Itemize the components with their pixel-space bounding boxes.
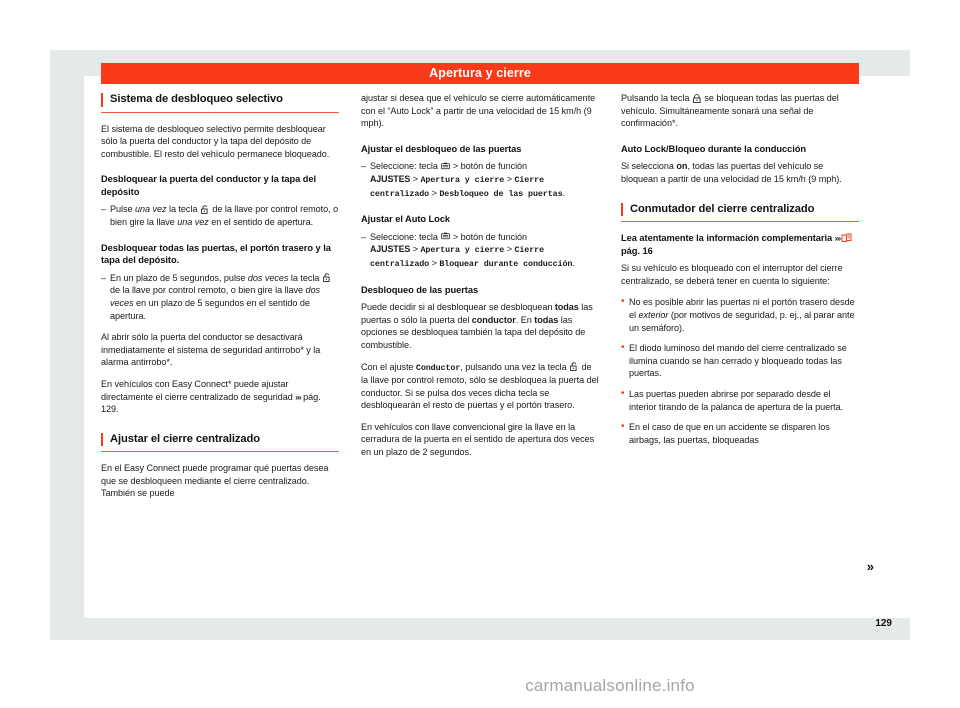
subheading-ajustar-auto-lock: Ajustar el Auto Lock bbox=[361, 214, 451, 225]
paragraph-selecciona-on bbox=[621, 160, 859, 185]
emphasis-una-vez-2: una vez bbox=[177, 217, 209, 228]
text-segment: de la llave por control remoto, o bien gire la llave bbox=[110, 204, 339, 228]
text-segment: de la llave por control remoto, sólo se desbloquea la puerta del conductor. Si se pulsa dos veces dicha tecla se desbloquearán el resto de puertas y el portón trasero. bbox=[361, 361, 599, 411]
emphasis-dos-veces: dos veces bbox=[247, 272, 289, 283]
text-segment: se bloquean todas las puertas del vehículo. Simultáneamente sonará una señal de confirmación*. bbox=[621, 93, 839, 129]
list-item: • El diodo luminoso del mando del cierre centralizado se ilumina cuando se han cerrado y bloqueado todas las puertas. bbox=[621, 342, 859, 380]
text-segment: Puede decidir si al desbloquear se desbloquean bbox=[361, 302, 555, 313]
text-segment: Si selecciona bbox=[621, 161, 677, 172]
list-item: – Seleccione: tecla > botón de función AJUSTES > Apertura y cierre > Cierre centralizado > Bloquear durante conducción. bbox=[361, 231, 599, 271]
text-segment: Pulsando la tecla bbox=[621, 93, 692, 103]
text-segment: Con el ajuste bbox=[361, 361, 416, 372]
list-item: – Seleccione: tecla > botón de función AJUSTES > Apertura y cierre > Cierre centralizado > Desbloqueo de las puertas. bbox=[361, 160, 599, 200]
path-separator: > bbox=[431, 187, 437, 198]
section-heading-sistema-desbloqueo-selectivo: Sistema de desbloqueo selectivo bbox=[101, 92, 339, 113]
emphasis-una-vez: una vez bbox=[134, 204, 167, 215]
continuation-arrow-icon: » bbox=[866, 559, 873, 574]
menu-path-desbloqueo-puertas: Desbloqueo de las puertas bbox=[439, 188, 563, 199]
menu-path-cierre-centralizado: Cierre centralizado bbox=[370, 174, 545, 199]
path-separator: > bbox=[506, 244, 512, 255]
header-title: Apertura y cierre bbox=[429, 66, 531, 80]
note-info-complementaria bbox=[621, 232, 859, 257]
bold-conductor: conductor bbox=[471, 314, 516, 325]
watermark bbox=[0, 676, 960, 696]
reference-chevrons: ››› bbox=[834, 233, 841, 244]
bold-todas: todas bbox=[554, 302, 579, 313]
text-segment: En vehículos con Easy Connect* puede ajustar directamente el cierre centralizado de seguridad bbox=[101, 379, 296, 402]
watermark-text: carmanualsonline.info bbox=[525, 676, 695, 695]
menu-path-apertura-cierre: Apertura y cierre bbox=[420, 245, 505, 256]
text-segment: Seleccione: tecla bbox=[370, 231, 441, 242]
list-item: • Las puertas pueden abrirse por separado desde el interior tirando de la palanca de apertura de la puerta. bbox=[621, 388, 859, 413]
text-segment: Lea atentamente la información complementaria bbox=[621, 233, 835, 244]
section-heading-ajustar-cierre-centralizado: Ajustar el cierre centralizado bbox=[101, 432, 339, 453]
text-segment: en un plazo de 5 segundos en el sentido de apertura. bbox=[110, 298, 310, 321]
text-segment: Pulse bbox=[110, 204, 135, 215]
section-heading-conmutador-cierre-centralizado: Conmutador del cierre centralizado bbox=[621, 202, 859, 223]
reference-page: pág. 16 bbox=[621, 245, 653, 256]
dash-list-1 bbox=[101, 203, 339, 228]
text-segment: las puertas o sólo la puerta del bbox=[361, 302, 593, 325]
text-segment: No es posible abrir las puertas ni el portón trasero desde el bbox=[629, 297, 855, 321]
paragraph-intro: El sistema de desbloqueo selectivo permite desbloquear sólo la puerta del conductor y la tapa del depósito de combustible. El resto del vehículo permanece bloqueado. bbox=[101, 123, 330, 159]
text-segment: , pulsando una vez la tecla bbox=[460, 361, 570, 372]
paragraph-llave-convencional: En vehículos con llave convencional gire la llave en la cerradura de la puerta en el sentido de apertura dos veces en un plazo de 2 segundos. bbox=[361, 421, 595, 458]
text-segment: la tecla bbox=[288, 272, 322, 283]
subheading-desbloquear-todas-puertas: Desbloquear todas las puertas, el portón trasero y la tapa del depósito. bbox=[101, 242, 331, 266]
menu-key-icon bbox=[441, 232, 449, 241]
text-segment: > botón de función bbox=[450, 231, 528, 242]
bullet-list-notes bbox=[621, 296, 859, 446]
subheading-auto-lock-bloqueo-conduccion: Auto Lock/Bloqueo durante la conducción bbox=[621, 143, 807, 154]
text-segment: (por motivos de seguridad, p. ej., al parar ante un semáforo). bbox=[629, 310, 855, 333]
menu-path-apertura-cierre: Apertura y cierre bbox=[420, 174, 505, 185]
path-separator: > bbox=[506, 173, 512, 184]
paragraph-antirrobo: Al abrir sólo la puerta del conductor se desactivará inmediatamente el sistema de seguridad antirrobo* y la alarma antirrobo*. bbox=[101, 332, 321, 368]
reference-page: pág. 129. bbox=[101, 391, 321, 415]
lock-key-icon bbox=[693, 94, 701, 103]
list-item bbox=[101, 203, 339, 228]
unlock-key-icon bbox=[201, 205, 209, 214]
running-header bbox=[101, 63, 859, 84]
paragraph-decidir-desbloqueo bbox=[361, 301, 599, 351]
list-item: • En el caso de que en un accidente se disparen los airbags, las puertas, bloqueadas bbox=[621, 421, 859, 446]
text-segment: en el sentido de apertura. bbox=[208, 217, 314, 228]
bold-todas-2: todas bbox=[534, 314, 559, 325]
column-left bbox=[101, 92, 339, 612]
menu-path-cierre-centralizado: Cierre centralizado bbox=[370, 245, 545, 269]
text-segment: > botón de función bbox=[450, 161, 528, 172]
emphasis-dos-veces-2: dos veces bbox=[110, 285, 321, 309]
text-segment: la tecla bbox=[166, 204, 200, 215]
list-item bbox=[101, 272, 339, 322]
menu-path-ajustes: AJUSTES bbox=[370, 173, 411, 184]
page-number: 129 bbox=[875, 618, 892, 629]
menu-path-bloquear-durante-conduccion: Bloquear durante conducción bbox=[439, 258, 573, 269]
path-separator: > bbox=[431, 257, 437, 268]
subheading-desbloquear-puerta-conductor: Desbloquear la puerta del conductor y la tapa del depósito bbox=[101, 174, 317, 197]
paragraph-pulsando-tecla bbox=[621, 92, 859, 130]
text-segment: las opciones se desbloquea también la tapa del depósito de combustible. bbox=[361, 314, 586, 350]
paragraph-easy-connect-programar: En el Easy Connect puede programar qué puertas desea que se desbloqueen mediante el cierre centralizado. También se puede bbox=[101, 463, 329, 499]
text-segment: de la llave por control remoto, o bien gire la llave bbox=[110, 285, 306, 296]
text-segment: En un plazo de 5 segundos, pulse bbox=[110, 272, 248, 283]
text-segment: Seleccione: tecla bbox=[370, 161, 441, 172]
unlock-key-icon bbox=[323, 273, 331, 282]
paragraph-interruptor-cierre: Si su vehículo es bloqueado con el interruptor del cierre centralizado, se deberá tener en cuenta lo siguiente: bbox=[621, 263, 843, 286]
bold-on: on bbox=[676, 161, 688, 172]
reference-book-icon bbox=[841, 233, 852, 243]
path-separator: > bbox=[412, 244, 418, 255]
dash-list-3 bbox=[361, 160, 599, 200]
text-segment: , todas las puertas del vehículo se bloquean a partir de una velocidad de 15 km/h (9 mph). bbox=[621, 161, 842, 184]
emphasis-exterior: exterior bbox=[638, 310, 669, 321]
column-right bbox=[621, 92, 873, 612]
subheading-desbloqueo-puertas: Desbloqueo de las puertas bbox=[361, 284, 479, 295]
paragraph-ajuste-conductor bbox=[361, 361, 599, 412]
dash-list-2 bbox=[101, 272, 339, 322]
text-segment: . En bbox=[515, 314, 535, 325]
paragraph-easy-connect bbox=[101, 378, 339, 416]
dash-list-4 bbox=[361, 231, 599, 271]
unlock-key-icon bbox=[570, 362, 578, 371]
column-middle bbox=[361, 92, 599, 612]
bold-conductor-setting: Conductor bbox=[415, 362, 461, 373]
list-item bbox=[621, 296, 859, 334]
paragraph-continued-auto-lock: ajustar si desea que el vehículo se cierre automáticamente con el “Auto Lock” a partir de una velocidad de 15 km/h (9 mph). bbox=[361, 93, 596, 129]
content-columns bbox=[101, 92, 873, 612]
subheading-ajustar-desbloqueo-puertas: Ajustar el desbloqueo de las puertas bbox=[361, 143, 522, 154]
menu-path-ajustes: AJUSTES bbox=[370, 244, 411, 255]
path-separator: > bbox=[412, 173, 418, 184]
reference-chevrons: ››› bbox=[295, 391, 301, 402]
menu-key-icon bbox=[441, 162, 449, 171]
